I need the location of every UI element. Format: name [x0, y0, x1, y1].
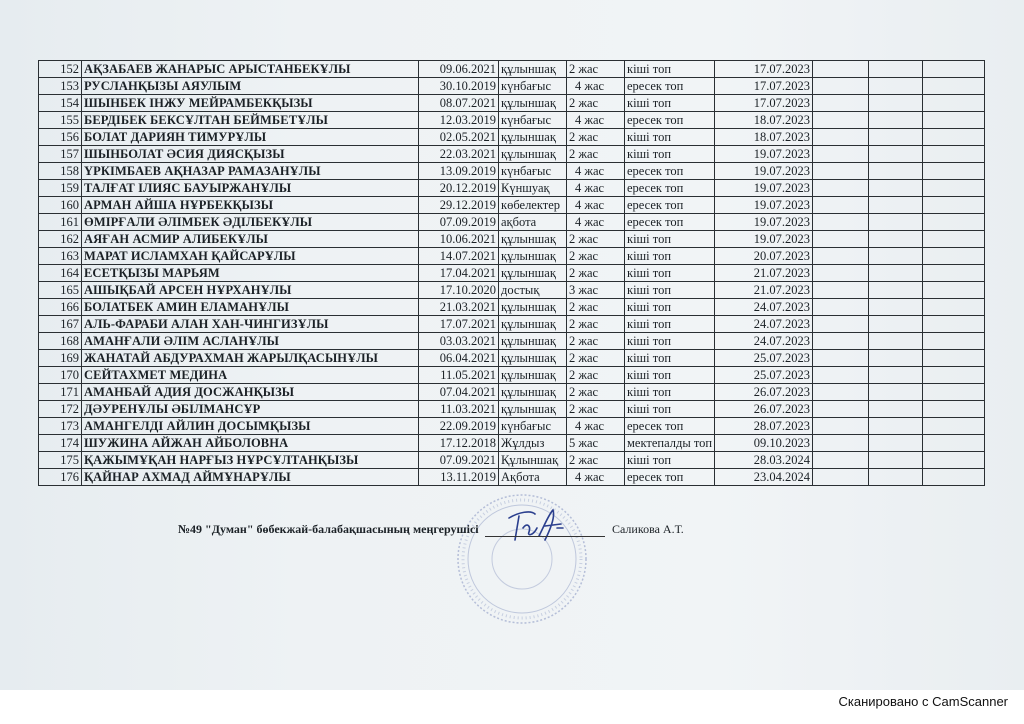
child-name-cell: АҚЗАБАЕВ ЖАНАРЫС АРЫСТАНБЕКҰЛЫ — [82, 61, 419, 78]
child-name-cell: ТАЛҒАТ ІЛИЯС БАУЫРЖАНҰЛЫ — [82, 180, 419, 197]
table-row — [39, 316, 985, 333]
row-number-cell: 170 — [39, 367, 82, 384]
admission-date-cell: 24.07.2023 — [715, 316, 813, 333]
empty-cell — [869, 248, 923, 265]
empty-cell — [813, 282, 869, 299]
empty-cell — [869, 231, 923, 248]
empty-cell — [813, 452, 869, 469]
age-cell: 4 жас — [567, 78, 625, 95]
age-cell: 2 жас — [567, 401, 625, 418]
birth-date-cell: 10.06.2021 — [419, 231, 499, 248]
row-number-cell: 155 — [39, 112, 82, 129]
group-level-cell: кіші топ — [625, 248, 715, 265]
admission-date-cell: 19.07.2023 — [715, 231, 813, 248]
empty-cell — [813, 61, 869, 78]
empty-cell — [923, 384, 985, 401]
admission-date-cell: 28.07.2023 — [715, 418, 813, 435]
child-name-cell: ШЫНБЕК ІНЖУ МЕЙРАМБЕКҚЫЗЫ — [82, 95, 419, 112]
table-row — [39, 146, 985, 163]
group-level-cell: кіші топ — [625, 384, 715, 401]
signature-line — [485, 536, 605, 537]
birth-date-cell: 13.09.2019 — [419, 163, 499, 180]
empty-cell — [869, 401, 923, 418]
empty-cell — [869, 435, 923, 452]
group-level-cell: мектепалды топ — [625, 435, 715, 452]
table-row — [39, 95, 985, 112]
child-name-cell: ҚАЙНАР АХМАД АЙМҰНАРҰЛЫ — [82, 469, 419, 486]
empty-cell — [869, 78, 923, 95]
empty-cell — [813, 163, 869, 180]
row-number-cell: 159 — [39, 180, 82, 197]
age-cell: 5 жас — [567, 435, 625, 452]
admission-date-cell: 19.07.2023 — [715, 180, 813, 197]
empty-cell — [923, 78, 985, 95]
child-name-cell: АРМАН АЙША НҰРБЕКҚЫЗЫ — [82, 197, 419, 214]
empty-cell — [813, 435, 869, 452]
birth-date-cell: 07.04.2021 — [419, 384, 499, 401]
age-cell: 4 жас — [567, 180, 625, 197]
birth-date-cell: 11.03.2021 — [419, 401, 499, 418]
birth-date-cell: 02.05.2021 — [419, 129, 499, 146]
admission-date-cell: 20.07.2023 — [715, 248, 813, 265]
table-row — [39, 282, 985, 299]
child-name-cell: СЕЙТАХМЕТ МЕДИНА — [82, 367, 419, 384]
empty-cell — [869, 95, 923, 112]
birth-date-cell: 30.10.2019 — [419, 78, 499, 95]
empty-cell — [923, 248, 985, 265]
admission-date-cell: 21.07.2023 — [715, 265, 813, 282]
table-row — [39, 333, 985, 350]
age-cell: 4 жас — [567, 418, 625, 435]
group-level-cell: ересек топ — [625, 180, 715, 197]
row-number-cell: 176 — [39, 469, 82, 486]
empty-cell — [923, 112, 985, 129]
group-name-cell: Құлыншақ — [499, 452, 567, 469]
group-level-cell: ересек топ — [625, 418, 715, 435]
birth-date-cell: 09.06.2021 — [419, 61, 499, 78]
group-name-cell: ақбота — [499, 214, 567, 231]
empty-cell — [869, 146, 923, 163]
group-level-cell: ересек топ — [625, 163, 715, 180]
table-row — [39, 452, 985, 469]
empty-cell — [813, 265, 869, 282]
row-number-cell: 163 — [39, 248, 82, 265]
group-name-cell: құлыншақ — [499, 95, 567, 112]
group-level-cell: кіші топ — [625, 401, 715, 418]
empty-cell — [869, 384, 923, 401]
group-level-cell: кіші топ — [625, 265, 715, 282]
child-name-cell: ӨМІРҒАЛИ ӘЛІМБЕК ӘДІЛБЕКҰЛЫ — [82, 214, 419, 231]
empty-cell — [869, 316, 923, 333]
child-name-cell: ШЫНБОЛАТ ӘСИЯ ДИЯСҚЫЗЫ — [82, 146, 419, 163]
empty-cell — [813, 112, 869, 129]
table-row — [39, 112, 985, 129]
group-name-cell: достық — [499, 282, 567, 299]
row-number-cell: 172 — [39, 401, 82, 418]
row-number-cell: 166 — [39, 299, 82, 316]
table-row — [39, 435, 985, 452]
row-number-cell: 153 — [39, 78, 82, 95]
admission-date-cell: 17.07.2023 — [715, 95, 813, 112]
child-name-cell: АЯҒАН АСМИР АЛИБЕКҰЛЫ — [82, 231, 419, 248]
birth-date-cell: 13.11.2019 — [419, 469, 499, 486]
empty-cell — [813, 418, 869, 435]
signatory-name: Саликова А.Т. — [612, 522, 684, 536]
child-name-cell: ҚАЖЫМҰҚАН НАРҒЫЗ НҰРСҰЛТАНҚЫЗЫ — [82, 452, 419, 469]
group-name-cell: күнбағыс — [499, 112, 567, 129]
group-name-cell: Күншуақ — [499, 180, 567, 197]
empty-cell — [813, 401, 869, 418]
empty-cell — [813, 78, 869, 95]
birth-date-cell: 17.07.2021 — [419, 316, 499, 333]
table-row — [39, 231, 985, 248]
empty-cell — [869, 112, 923, 129]
table-row — [39, 180, 985, 197]
empty-cell — [869, 282, 923, 299]
row-number-cell: 174 — [39, 435, 82, 452]
child-name-cell: МАРАТ ИСЛАМХАН ҚАЙСАРҰЛЫ — [82, 248, 419, 265]
head-position-label: №49 "Думан" бөбекжай-балабақшасының меңгерушісі — [178, 522, 479, 536]
empty-cell — [813, 333, 869, 350]
birth-date-cell: 14.07.2021 — [419, 248, 499, 265]
empty-cell — [813, 146, 869, 163]
group-name-cell: күнбағыс — [499, 418, 567, 435]
age-cell: 4 жас — [567, 197, 625, 214]
table-row — [39, 61, 985, 78]
admission-date-cell: 24.07.2023 — [715, 299, 813, 316]
empty-cell — [813, 197, 869, 214]
group-level-cell: кіші топ — [625, 95, 715, 112]
empty-cell — [923, 333, 985, 350]
table-row — [39, 418, 985, 435]
table-row — [39, 163, 985, 180]
table-row — [39, 401, 985, 418]
group-level-cell: кіші топ — [625, 316, 715, 333]
group-name-cell: құлыншақ — [499, 129, 567, 146]
age-cell: 2 жас — [567, 384, 625, 401]
birth-date-cell: 17.10.2020 — [419, 282, 499, 299]
group-level-cell: ересек топ — [625, 197, 715, 214]
group-name-cell: құлыншақ — [499, 265, 567, 282]
age-cell: 2 жас — [567, 129, 625, 146]
group-level-cell: ересек топ — [625, 214, 715, 231]
birth-date-cell: 17.12.2018 — [419, 435, 499, 452]
empty-cell — [813, 367, 869, 384]
empty-cell — [869, 367, 923, 384]
row-number-cell: 156 — [39, 129, 82, 146]
birth-date-cell: 21.03.2021 — [419, 299, 499, 316]
empty-cell — [923, 316, 985, 333]
empty-cell — [923, 197, 985, 214]
empty-cell — [869, 418, 923, 435]
group-name-cell: құлыншақ — [499, 367, 567, 384]
group-name-cell: құлыншақ — [499, 384, 567, 401]
empty-cell — [869, 214, 923, 231]
group-name-cell: құлыншақ — [499, 350, 567, 367]
group-name-cell: Ақбота — [499, 469, 567, 486]
birth-date-cell: 20.12.2019 — [419, 180, 499, 197]
row-number-cell: 167 — [39, 316, 82, 333]
child-name-cell: БОЛАТБЕК АМИН ЕЛАМАНҰЛЫ — [82, 299, 419, 316]
child-name-cell: АМАНҒАЛИ ӘЛІМ АСЛАНҰЛЫ — [82, 333, 419, 350]
admission-date-cell: 17.07.2023 — [715, 78, 813, 95]
child-name-cell: ЖАНАТАЙ АБДУРАХМАН ЖАРЫЛҚАСЫНҰЛЫ — [82, 350, 419, 367]
birth-date-cell: 12.03.2019 — [419, 112, 499, 129]
empty-cell — [869, 452, 923, 469]
empty-cell — [869, 299, 923, 316]
empty-cell — [813, 316, 869, 333]
child-name-cell: АМАНБАЙ АДИЯ ДОСЖАНҚЫЗЫ — [82, 384, 419, 401]
child-name-cell: ДӘУРЕНҰЛЫ ӘБІЛМАНСҰР — [82, 401, 419, 418]
signature — [505, 506, 565, 546]
age-cell: 3 жас — [567, 282, 625, 299]
empty-cell — [923, 163, 985, 180]
row-number-cell: 154 — [39, 95, 82, 112]
group-level-cell: кіші топ — [625, 282, 715, 299]
age-cell: 2 жас — [567, 333, 625, 350]
empty-cell — [923, 61, 985, 78]
empty-cell — [813, 384, 869, 401]
admission-date-cell: 09.10.2023 — [715, 435, 813, 452]
row-number-cell: 158 — [39, 163, 82, 180]
admission-date-cell: 24.07.2023 — [715, 333, 813, 350]
group-name-cell: көбелектер — [499, 197, 567, 214]
row-number-cell: 162 — [39, 231, 82, 248]
admission-date-cell: 19.07.2023 — [715, 163, 813, 180]
admission-date-cell: 19.07.2023 — [715, 146, 813, 163]
age-cell: 4 жас — [567, 163, 625, 180]
admission-date-cell: 19.07.2023 — [715, 197, 813, 214]
group-name-cell: құлыншақ — [499, 231, 567, 248]
table-row — [39, 350, 985, 367]
empty-cell — [923, 231, 985, 248]
birth-date-cell: 07.09.2021 — [419, 452, 499, 469]
table-row — [39, 367, 985, 384]
row-number-cell: 157 — [39, 146, 82, 163]
children-roster-table — [38, 60, 985, 486]
age-cell: 4 жас — [567, 112, 625, 129]
empty-cell — [869, 61, 923, 78]
admission-date-cell: 25.07.2023 — [715, 367, 813, 384]
group-level-cell: кіші топ — [625, 129, 715, 146]
child-name-cell: ҮРКІМБАЕВ АҚНАЗАР РАМАЗАНҰЛЫ — [82, 163, 419, 180]
table-row — [39, 129, 985, 146]
empty-cell — [923, 418, 985, 435]
group-name-cell: күнбағыс — [499, 163, 567, 180]
empty-cell — [869, 129, 923, 146]
empty-cell — [813, 231, 869, 248]
empty-cell — [869, 265, 923, 282]
empty-cell — [923, 299, 985, 316]
table-row — [39, 214, 985, 231]
age-cell: 2 жас — [567, 231, 625, 248]
empty-cell — [869, 180, 923, 197]
group-level-cell: кіші топ — [625, 146, 715, 163]
row-number-cell: 171 — [39, 384, 82, 401]
age-cell: 2 жас — [567, 248, 625, 265]
admission-date-cell: 18.07.2023 — [715, 112, 813, 129]
table-row — [39, 78, 985, 95]
row-number-cell: 169 — [39, 350, 82, 367]
empty-cell — [923, 95, 985, 112]
row-number-cell: 152 — [39, 61, 82, 78]
age-cell: 4 жас — [567, 469, 625, 486]
admission-date-cell: 26.07.2023 — [715, 401, 813, 418]
empty-cell — [923, 350, 985, 367]
group-name-cell: құлыншақ — [499, 401, 567, 418]
group-level-cell: кіші топ — [625, 231, 715, 248]
birth-date-cell: 11.05.2021 — [419, 367, 499, 384]
empty-cell — [869, 469, 923, 486]
birth-date-cell: 06.04.2021 — [419, 350, 499, 367]
empty-cell — [813, 214, 869, 231]
table-row — [39, 469, 985, 486]
row-number-cell: 173 — [39, 418, 82, 435]
group-name-cell: құлыншақ — [499, 333, 567, 350]
empty-cell — [869, 163, 923, 180]
empty-cell — [813, 129, 869, 146]
group-level-cell: кіші топ — [625, 350, 715, 367]
empty-cell — [923, 452, 985, 469]
table-row — [39, 248, 985, 265]
age-cell: 2 жас — [567, 367, 625, 384]
table-row — [39, 265, 985, 282]
birth-date-cell: 22.09.2019 — [419, 418, 499, 435]
empty-cell — [813, 350, 869, 367]
age-cell: 2 жас — [567, 316, 625, 333]
empty-cell — [923, 469, 985, 486]
admission-date-cell: 21.07.2023 — [715, 282, 813, 299]
empty-cell — [813, 299, 869, 316]
group-level-cell: ересек топ — [625, 112, 715, 129]
group-level-cell: ересек топ — [625, 78, 715, 95]
empty-cell — [923, 265, 985, 282]
empty-cell — [923, 435, 985, 452]
camscanner-watermark: Сканировано с CamScanner — [838, 694, 1008, 709]
empty-cell — [813, 180, 869, 197]
age-cell: 2 жас — [567, 265, 625, 282]
child-name-cell: АМАНГЕЛДІ АЙЛИН ДОСЫМҚЫЗЫ — [82, 418, 419, 435]
age-cell: 2 жас — [567, 95, 625, 112]
empty-cell — [923, 282, 985, 299]
birth-date-cell: 29.12.2019 — [419, 197, 499, 214]
empty-cell — [923, 146, 985, 163]
table-row — [39, 384, 985, 401]
admission-date-cell: 19.07.2023 — [715, 214, 813, 231]
group-name-cell: күнбағыс — [499, 78, 567, 95]
empty-cell — [923, 401, 985, 418]
empty-cell — [869, 197, 923, 214]
empty-cell — [923, 129, 985, 146]
child-name-cell: ШУЖИНА АЙЖАН АЙБОЛОВНА — [82, 435, 419, 452]
group-level-cell: ересек топ — [625, 469, 715, 486]
row-number-cell: 160 — [39, 197, 82, 214]
child-name-cell: БЕРДІБЕК БЕКСҰЛТАН БЕЙМБЕТҰЛЫ — [82, 112, 419, 129]
row-number-cell: 164 — [39, 265, 82, 282]
table-row — [39, 197, 985, 214]
admission-date-cell: 17.07.2023 — [715, 61, 813, 78]
row-number-cell: 165 — [39, 282, 82, 299]
child-name-cell: БОЛАТ ДАРИЯН ТИМУРҰЛЫ — [82, 129, 419, 146]
empty-cell — [923, 180, 985, 197]
child-name-cell: ЕСЕТҚЫЗЫ МАРЬЯМ — [82, 265, 419, 282]
age-cell: 2 жас — [567, 146, 625, 163]
age-cell: 2 жас — [567, 61, 625, 78]
admission-date-cell: 25.07.2023 — [715, 350, 813, 367]
empty-cell — [813, 469, 869, 486]
birth-date-cell: 08.07.2021 — [419, 95, 499, 112]
row-number-cell: 175 — [39, 452, 82, 469]
empty-cell — [923, 367, 985, 384]
empty-cell — [869, 333, 923, 350]
row-number-cell: 168 — [39, 333, 82, 350]
group-level-cell: кіші топ — [625, 333, 715, 350]
empty-cell — [813, 248, 869, 265]
age-cell: 2 жас — [567, 350, 625, 367]
child-name-cell: АЛЬ-ФАРАБИ АЛАН ХАН-ЧИНГИЗҰЛЫ — [82, 316, 419, 333]
group-name-cell: құлыншақ — [499, 316, 567, 333]
row-number-cell: 161 — [39, 214, 82, 231]
empty-cell — [813, 95, 869, 112]
admission-date-cell: 28.03.2024 — [715, 452, 813, 469]
group-level-cell: кіші топ — [625, 61, 715, 78]
admission-date-cell: 23.04.2024 — [715, 469, 813, 486]
child-name-cell: АШЫҚБАЙ АРСЕН НҰРХАНҰЛЫ — [82, 282, 419, 299]
birth-date-cell: 03.03.2021 — [419, 333, 499, 350]
group-name-cell: құлыншақ — [499, 61, 567, 78]
age-cell: 4 жас — [567, 214, 625, 231]
roster-body — [39, 61, 985, 486]
birth-date-cell: 17.04.2021 — [419, 265, 499, 282]
age-cell: 2 жас — [567, 299, 625, 316]
birth-date-cell: 07.09.2019 — [419, 214, 499, 231]
birth-date-cell: 22.03.2021 — [419, 146, 499, 163]
empty-cell — [869, 350, 923, 367]
group-name-cell: Жұлдыз — [499, 435, 567, 452]
table-row — [39, 299, 985, 316]
group-level-cell: кіші топ — [625, 299, 715, 316]
child-name-cell: РУСЛАНҚЫЗЫ АЯУЛЫМ — [82, 78, 419, 95]
group-level-cell: кіші топ — [625, 367, 715, 384]
group-name-cell: құлыншақ — [499, 248, 567, 265]
group-name-cell: құлыншақ — [499, 146, 567, 163]
admission-date-cell: 18.07.2023 — [715, 129, 813, 146]
group-name-cell: құлыншақ — [499, 299, 567, 316]
empty-cell — [923, 214, 985, 231]
group-level-cell: кіші топ — [625, 452, 715, 469]
admission-date-cell: 26.07.2023 — [715, 384, 813, 401]
age-cell: 2 жас — [567, 452, 625, 469]
